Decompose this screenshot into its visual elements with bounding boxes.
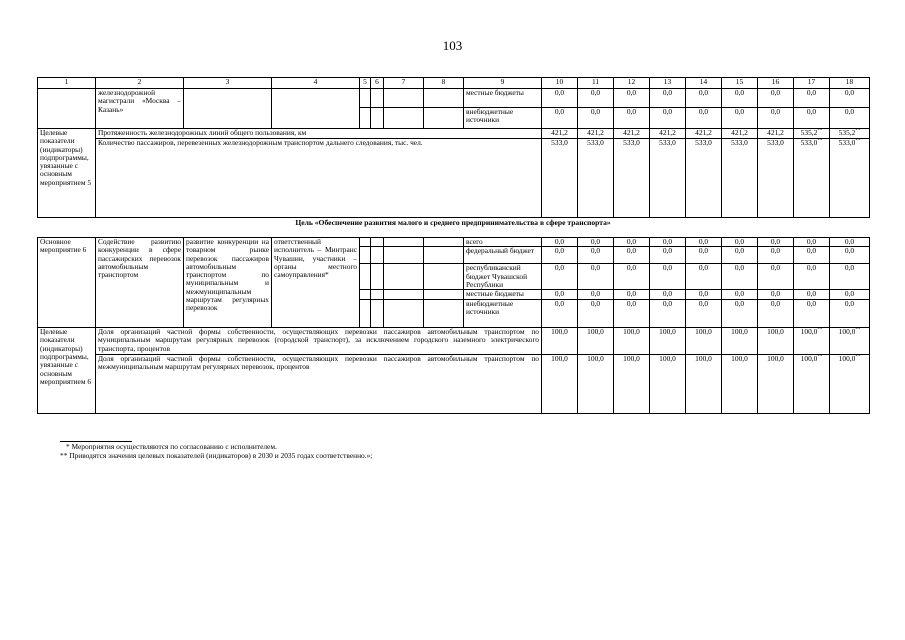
footnote-mark: ** [855,138,861,144]
value-text: 0,0 [662,289,673,299]
value-cell [758,139,794,218]
value-text: 0,0 [806,289,817,299]
column-header: 7 [384,78,424,89]
value-text: 100,0 [767,327,784,337]
empty-cell [424,290,464,300]
value-cell [686,355,722,414]
value-cell [794,89,830,108]
source-label: местные бюджеты [464,290,542,300]
indicator-text: Доля организаций частной формы собственности, осуществляющих перевозки пассажиров автомобильным транспортом по муниципальным маршрутам регулярных перевозок (городской транспорт), за исключением городского наземного электрического транспорта, процентов [96,328,542,355]
measure-title: Основное мероприятие 6 [38,238,96,328]
value-text: 100,0 [659,354,676,364]
value-cell [542,355,578,414]
value-text: 0,0 [844,299,855,309]
empty-cell [384,247,424,264]
value-cell [614,139,650,218]
value-text: 533,0 [695,138,712,147]
measure-description: Содействие развитию конкуренции в сфере пассажирских перевозок автомобильным транспортом [96,238,184,328]
value-cell [614,108,650,129]
value-cell [542,264,578,290]
value-text: 100,0 [659,327,676,337]
column-header: 16 [758,78,794,89]
value-text: 0,0 [770,299,781,309]
value-text: 100,0 [587,354,604,364]
value-text: 421,2 [623,128,640,137]
value-text: 0,0 [626,88,637,97]
column-header: 5 [360,78,371,89]
value-text: 533,0 [551,138,568,147]
footnote-mark: ** [817,354,823,360]
value-cell [794,129,830,139]
value-cell [650,300,686,328]
value-cell [722,328,758,355]
source-label: внебюджетные источники [464,300,542,328]
value-text: 0,0 [734,299,745,309]
source-label: федеральный бюджет [464,247,542,264]
value-cell [686,108,722,129]
empty-cell [371,238,384,247]
column-header: 15 [722,78,758,89]
column-header: 14 [686,78,722,89]
value-text: 0,0 [590,107,601,116]
value-cell [614,238,650,247]
value-cell [650,247,686,264]
value-cell [614,89,650,108]
value-text: 0,0 [554,246,565,256]
value-text: 0,0 [626,263,637,273]
value-cell [686,290,722,300]
value-cell [722,290,758,300]
column-header: 1 [38,78,96,89]
value-cell [686,300,722,328]
value-cell [578,89,614,108]
empty-cell [384,89,424,108]
empty-cell [360,300,371,328]
continuation-text: железнодорожной магистрали «Москва – Казань» [96,89,184,129]
value-cell [758,89,794,108]
empty-cell [371,300,384,328]
empty-cell [424,264,464,290]
value-text: 0,0 [590,263,601,273]
indicators-title: Целевые показатели (индикаторы) подпрограммы, увязанные с основным мероприятием 5 [38,129,96,218]
empty-cell [384,108,424,129]
value-text: 0,0 [626,246,637,256]
value-text: 0,0 [698,289,709,299]
value-text: 100,0 [800,354,818,364]
value-text: 0,0 [590,237,601,246]
value-text: 0,0 [770,88,781,97]
source-label: внебюджетные источники [464,108,542,129]
column-header: 13 [650,78,686,89]
value-cell [794,108,830,129]
value-cell [614,300,650,328]
value-text: 0,0 [770,246,781,256]
empty-cell [360,290,371,300]
value-text: 421,2 [767,128,784,137]
empty-cell [371,264,384,290]
indicator-row [38,129,870,139]
value-cell [578,139,614,218]
empty-cell [360,264,371,290]
source-label: всего [464,238,542,247]
value-cell [794,355,830,414]
value-cell [758,300,794,328]
value-cell [686,139,722,218]
value-text: 0,0 [698,263,709,273]
indicators-title: Целевые показатели (индикаторы) подпрограммы, увязанные с основным мероприятием 6 [38,328,96,414]
value-cell [542,247,578,264]
value-text: 0,0 [844,237,855,246]
value-text: 0,0 [734,263,745,273]
cell-col4 [272,89,360,129]
value-cell [830,89,870,108]
value-cell [650,290,686,300]
value-text: 535,2 [838,128,856,137]
value-text: 0,0 [698,237,709,246]
empty-cell [360,89,371,108]
column-header: 6 [371,78,384,89]
value-cell [686,238,722,247]
value-cell [722,139,758,218]
empty-cell [384,300,424,328]
empty-cell [424,238,464,247]
value-text: 0,0 [734,237,745,246]
value-text: 100,0 [695,354,712,364]
value-text: 0,0 [626,107,637,116]
value-cell [578,328,614,355]
value-cell [650,264,686,290]
measure-result: развитие конкуренции на товарном рынке перевозок пассажиров автомобильным транспортом по муниципальным и межмуниципальным маршрутам регулярных перевозок [184,238,272,328]
table-row [38,238,870,247]
value-text: 0,0 [590,299,601,309]
value-cell [794,247,830,264]
bottom-table [37,237,870,414]
value-cell [614,264,650,290]
indicator-text: Доля организаций частной формы собственности, осуществляющих перевозки пассажиров автомобильным транспортом по межмуниципальным маршрутам регулярных перевозок, процентов [96,355,542,414]
value-text: 533,0 [800,138,818,147]
empty-cell [371,108,384,129]
value-cell [614,355,650,414]
value-text: 0,0 [770,263,781,273]
value-text: 0,0 [662,263,673,273]
value-text: 0,0 [626,289,637,299]
value-cell [830,238,870,247]
value-cell [830,300,870,328]
footnote-mark: ** [817,327,823,333]
indicator-row [38,328,870,355]
value-text: 100,0 [731,354,748,364]
value-text: 100,0 [623,327,640,337]
value-cell [542,129,578,139]
column-header: 12 [614,78,650,89]
value-cell [722,247,758,264]
value-text: 0,0 [698,246,709,256]
value-text: 100,0 [731,327,748,337]
value-cell [578,247,614,264]
value-text: 0,0 [554,237,565,246]
value-cell [794,328,830,355]
value-cell [578,264,614,290]
value-text: 533,0 [838,138,856,147]
value-cell [794,139,830,218]
value-cell [794,264,830,290]
column-header: 4 [272,78,360,89]
header-row [38,78,870,89]
value-text: 100,0 [767,354,784,364]
value-cell [758,264,794,290]
value-cell [650,108,686,129]
value-cell [686,129,722,139]
value-cell [830,139,870,218]
value-text: 0,0 [844,107,855,116]
value-text: 100,0 [551,354,568,364]
empty-cell [360,238,371,247]
value-cell [686,264,722,290]
value-cell [578,108,614,129]
value-cell [758,247,794,264]
column-header: 3 [184,78,272,89]
table-row [38,89,870,108]
footnote-mark: ** [817,128,823,134]
value-text: 100,0 [551,327,568,337]
value-cell [722,89,758,108]
value-cell [542,238,578,247]
value-text: 0,0 [770,107,781,116]
value-text: 0,0 [554,299,565,309]
value-cell [830,290,870,300]
value-text: 100,0 [695,327,712,337]
value-cell [686,328,722,355]
value-text: 0,0 [662,299,673,309]
empty-cell [371,89,384,108]
value-cell [578,355,614,414]
source-label: республиканский бюджет Чувашской Республики [464,264,542,290]
value-cell [614,290,650,300]
value-text: 0,0 [554,107,565,116]
value-cell [614,247,650,264]
value-cell [686,89,722,108]
column-header: 9 [464,78,542,89]
value-text: 421,2 [551,128,568,137]
column-header: 2 [96,78,184,89]
value-text: 0,0 [698,299,709,309]
value-text: 0,0 [734,246,745,256]
column-header: 8 [424,78,464,89]
value-cell [578,238,614,247]
value-cell [830,247,870,264]
empty-cell [384,238,424,247]
value-text: 0,0 [734,289,745,299]
value-text: 0,0 [662,107,673,116]
value-cell [830,264,870,290]
value-text: 0,0 [626,299,637,309]
goal-heading: Цель «Обеспечение развития малого и среднего предпринимательства в сфере транспорта» [295,218,611,227]
value-cell [722,129,758,139]
value-cell [578,129,614,139]
value-cell [614,129,650,139]
value-text: 535,2 [800,128,818,137]
value-text: 0,0 [662,88,673,97]
value-text: 0,0 [806,237,817,246]
value-text: 421,2 [731,128,748,137]
value-text: 0,0 [770,237,781,246]
value-cell [650,238,686,247]
value-text: 0,0 [806,88,817,97]
value-text: 0,0 [698,107,709,116]
source-label: местные бюджеты [464,89,542,108]
value-text: 533,0 [623,138,640,147]
value-cell [794,300,830,328]
value-cell [758,290,794,300]
value-cell [542,290,578,300]
value-text: 0,0 [844,263,855,273]
indicator-row [38,139,870,218]
empty-cell [371,290,384,300]
value-cell [794,238,830,247]
column-header: 11 [578,78,614,89]
value-cell [650,129,686,139]
empty-cell [360,108,371,129]
value-text: 100,0 [838,327,856,337]
value-cell [794,290,830,300]
value-text: 533,0 [731,138,748,147]
value-cell [758,108,794,129]
cell-col1 [38,89,96,129]
value-text: 0,0 [554,263,565,273]
value-text: 0,0 [590,289,601,299]
indicator-text: Количество пассажиров, перевезенных железнодорожным транспортом дальнего следования, тыс. чел. [96,139,542,218]
value-text: 0,0 [590,246,601,256]
value-text: 533,0 [587,138,604,147]
value-cell [650,89,686,108]
value-cell [578,300,614,328]
value-text: 0,0 [554,88,565,97]
top-table [37,77,870,218]
empty-cell [384,264,424,290]
value-cell [722,238,758,247]
empty-cell [424,89,464,108]
value-cell [650,139,686,218]
value-text: 100,0 [838,354,856,364]
value-text: 0,0 [698,88,709,97]
empty-cell [371,247,384,264]
indicator-text: Протяженность железнодорожных линий общего пользования, км [96,129,542,139]
value-text: 0,0 [662,237,673,246]
value-cell [578,290,614,300]
empty-cell [384,290,424,300]
value-text: 0,0 [844,246,855,256]
value-cell [758,129,794,139]
value-text: 0,0 [844,289,855,299]
value-cell [722,108,758,129]
value-text: 421,2 [659,128,676,137]
footnote-2: ** Приводятся значения целевых показателей (индикаторов) в 2030 и 2035 годах соответственно.»; [60,451,373,460]
value-cell [722,355,758,414]
footnote-mark: ** [855,128,861,134]
value-text: 421,2 [695,128,712,137]
footnote-mark: ** [817,138,823,144]
value-text: 100,0 [587,327,604,337]
value-cell [722,264,758,290]
value-cell [650,328,686,355]
value-cell [542,139,578,218]
value-cell [542,300,578,328]
value-text: 0,0 [806,246,817,256]
value-text: 0,0 [770,289,781,299]
indicator-row [38,355,870,414]
value-text: 0,0 [844,88,855,97]
value-cell [542,328,578,355]
value-cell [614,328,650,355]
empty-cell [360,247,371,264]
measure-executor: ответственный исполнитель – Минтранс Чувашии, участники – органы местного самоуправления* [272,238,360,328]
value-cell [830,108,870,129]
value-text: 0,0 [806,263,817,273]
value-cell [686,247,722,264]
value-text: 100,0 [623,354,640,364]
value-text: 0,0 [626,237,637,246]
value-cell [758,355,794,414]
value-cell [722,300,758,328]
value-cell [830,355,870,414]
value-cell [758,328,794,355]
footnote-mark: ** [855,327,861,333]
empty-cell [424,108,464,129]
column-header: 17 [794,78,830,89]
column-header: 18 [830,78,870,89]
value-text: 0,0 [590,88,601,97]
value-text: 0,0 [662,246,673,256]
page-number: 103 [442,38,463,53]
column-header: 10 [542,78,578,89]
value-cell [830,328,870,355]
empty-cell [424,300,464,328]
value-cell [830,129,870,139]
value-text: 0,0 [734,88,745,97]
value-text: 0,0 [554,289,565,299]
empty-cell [424,247,464,264]
value-text: 0,0 [806,299,817,309]
value-text: 533,0 [767,138,784,147]
value-text: 0,0 [734,107,745,116]
value-text: 100,0 [800,327,818,337]
value-cell [758,238,794,247]
value-cell [542,89,578,108]
footnote-mark: ** [855,354,861,360]
value-text: 0,0 [806,107,817,116]
cell-col3 [184,89,272,129]
footnote-1: * Мероприятия осуществляются по согласованию с исполнителем. [66,442,277,451]
value-text: 533,0 [659,138,676,147]
value-cell [542,108,578,129]
value-cell [650,355,686,414]
value-text: 421,2 [587,128,604,137]
